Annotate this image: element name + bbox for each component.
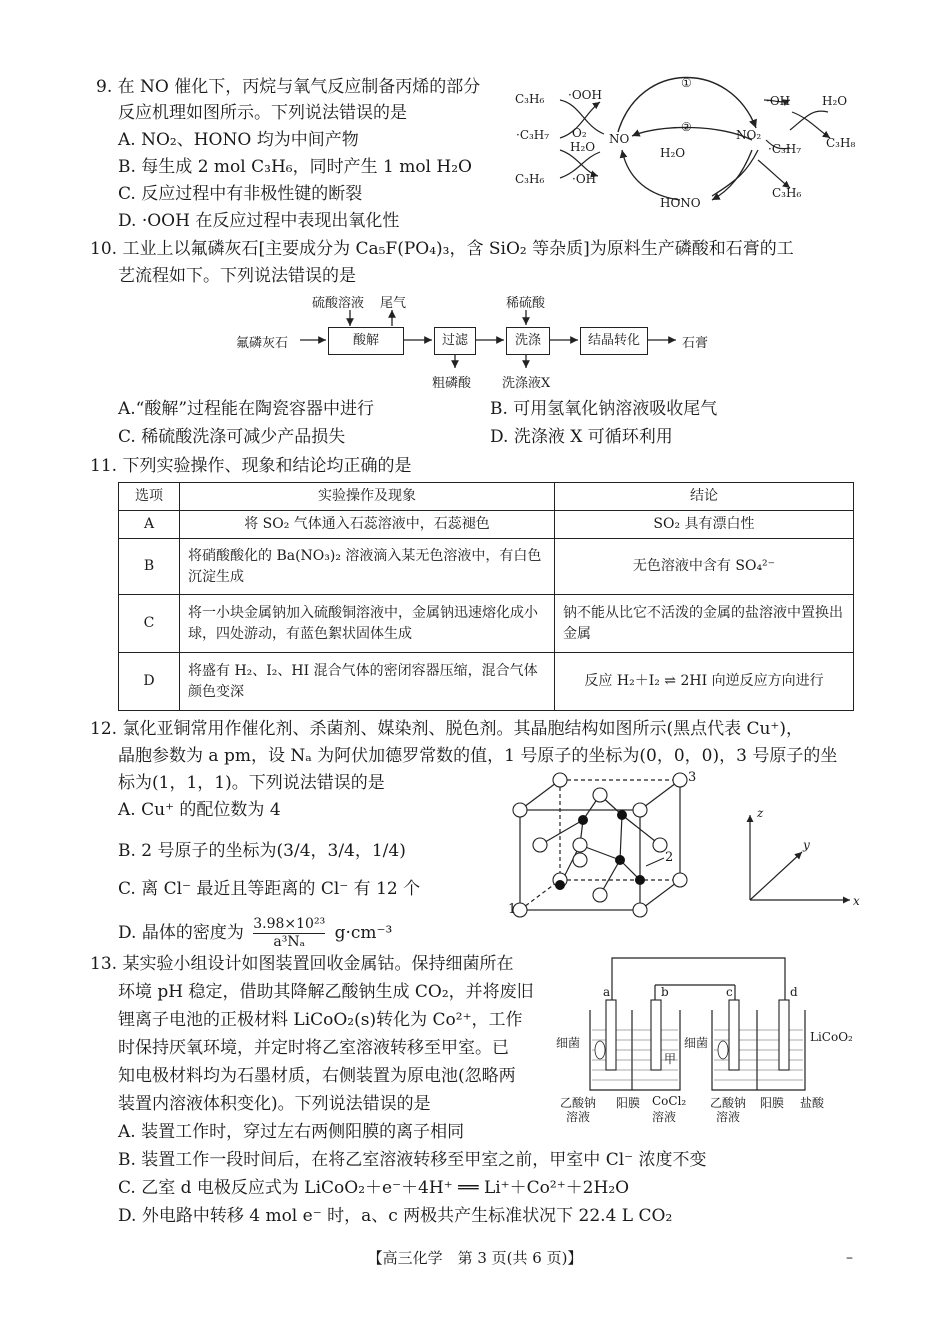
q12-density-numerator: 3.98×10²³	[253, 916, 326, 932]
q11-row-d-option: D	[119, 653, 180, 711]
q11-row-c-operation: 将一小块金属钠加入硫酸铜溶液中，金属钠迅速熔化成小球，四处游动，有蓝色絮状固体生成	[180, 595, 555, 653]
q12-option-c: C. 离 Cl⁻ 最近且等距离的 Cl⁻ 有 12 个	[118, 879, 421, 899]
q10-option-a: A.“酸解”过程能在陶瓷容器中进行	[118, 399, 375, 419]
q13-stem-line2: 环境 pH 稳定，借助其降解乙酸钠生成 CO₂，并将废旧	[118, 982, 534, 1002]
q9-option-b: B. 每生成 2 mol C₃H₆，同时产生 1 mol H₂O	[118, 157, 472, 177]
q9-stem-line1: 9. 在 NO 催化下，丙烷与氧气反应制备丙烯的部分	[96, 77, 481, 97]
q13-label-d: d	[790, 985, 798, 999]
q13-stem-line3: 锂离子电池的正极材料 LiCoO₂(s)转化为 Co²⁺，工作	[118, 1010, 523, 1030]
q12-option-d-prefix: D. 晶体的密度为	[118, 923, 244, 943]
q10-flow-product: 石膏	[682, 336, 709, 351]
q9-label-ooh: ·OOH	[568, 88, 602, 102]
q13-label-b: b	[661, 985, 669, 999]
q13-option-c: C. 乙室 d 电极反应式为 LiCoO₂＋e⁻＋4H⁺ ══ Li⁺＋Co²⁺＋2H₂O	[118, 1178, 630, 1198]
q13-stem-line6: 装置内溶液体积变化)。下列说法错误的是	[118, 1094, 431, 1114]
q12-label-atom3: 3	[688, 770, 697, 785]
q12-label-atom1: 1	[508, 902, 517, 917]
q12-density-denominator: a³Nₐ	[273, 934, 306, 950]
q13-label-bacteria-right: 细菌	[684, 1036, 709, 1050]
q11-row-c-conclusion: 钠不能从比它不活泼的金属的盐溶液中置换出金属	[555, 595, 854, 653]
q9-label-no: NO	[609, 132, 630, 146]
q9-label-h2o-mid: H₂O	[660, 146, 686, 160]
q13-label-naac-right-1: 乙酸钠	[710, 1096, 747, 1110]
q12-axis-y: y	[803, 838, 810, 852]
q10-option-b: B. 可用氢氧化钠溶液吸收尾气	[490, 399, 718, 419]
corner-mark: –	[846, 1250, 853, 1266]
q9-label-step1: ①	[681, 76, 692, 90]
q11-row-c-option: C	[119, 595, 180, 653]
q13-option-b: B. 装置工作一段时间后，在将乙室溶液转移至甲室之前，甲室中 Cl⁻ 浓度不变	[118, 1150, 707, 1170]
q9-label-c3h7: ·C₃H₇	[516, 128, 550, 142]
q11-header-option: 选项	[119, 483, 180, 511]
q12-density-unit: g·cm⁻³	[334, 923, 393, 943]
q13-option-a: A. 装置工作时，穿过左右两侧阳膜的离子相同	[118, 1122, 465, 1142]
q13-stem-line1: 13. 某实验小组设计如图装置回收金属钴。保持细菌所在	[90, 954, 514, 974]
q9-label-h2o-right: H₂O	[822, 94, 848, 108]
q9-option-a: A. NO₂、HONO 均为中间产物	[118, 130, 359, 150]
q11-row-a-operation: 将 SO₂ 气体通入石蕊溶液中，石蕊褪色	[180, 511, 555, 539]
q11-row-d-operation: 将盛有 H₂、I₂、HI 混合气体的密闭容器压缩，混合气体颜色变深	[180, 653, 555, 711]
q12-stem-line3: 标为(1，1，1)。下列说法错误的是	[118, 773, 385, 793]
page-footer: 【高三化学 第 3 页(共 6 页)】	[367, 1249, 583, 1267]
q9-label-no2: NO₂	[736, 128, 762, 142]
q9-label-oh-right: ·OH	[766, 94, 791, 108]
q13-label-cocl2-1: CoCl₂	[652, 1094, 687, 1108]
q11-header-operation: 实验操作及现象	[180, 483, 555, 511]
q13-label-hcl: 盐酸	[800, 1096, 825, 1110]
q12-option-b: B. 2 号原子的坐标为(3/4，3/4，1/4)	[118, 841, 406, 861]
q12-axis-z: z	[757, 806, 764, 820]
q13-label-a: a	[603, 985, 611, 999]
q10-flow-dilute-acid: 稀硫酸	[506, 296, 546, 311]
q9-label-c3h7-right: ·C₃H₇	[768, 142, 802, 156]
q10-flow-wash-x: 洗涤液X	[502, 376, 551, 391]
q11-row-a-conclusion: SO₂ 具有漂白性	[555, 511, 854, 539]
q9-label-c3h6-right: C₃H₆	[772, 186, 802, 200]
q12-label-atom2: 2	[665, 850, 674, 865]
q11-row-b-conclusion: 无色溶液中含有 SO₄²⁻	[555, 539, 854, 595]
q10-flow-crude-acid: 粗磷酸	[432, 376, 472, 391]
q9-label-oh-left: ·OH	[572, 172, 597, 186]
q11-header-conclusion: 结论	[555, 483, 854, 511]
q13-label-jia: 甲	[664, 1052, 677, 1066]
q12-stem-line1: 12. 氯化亚铜常用作催化剂、杀菌剂、媒染剂、脱色剂。其晶胞结构如图所示(黑点代表 Cu⁺)，	[90, 719, 804, 739]
q13-label-licoo2: LiCoO₂	[810, 1030, 853, 1044]
q9-option-d: D. ·OOH 在反应过程中表现出氧化性	[118, 211, 400, 231]
q11-stem: 11. 下列实验操作、现象和结论均正确的是	[90, 456, 412, 476]
q10-flow-step-crystal: 结晶转化	[580, 327, 648, 355]
q9-label-c3h8: C₃H₈	[826, 136, 856, 150]
q9-label-step2: ②	[681, 120, 692, 134]
q10-option-d: D. 洗涤液 X 可循环利用	[490, 427, 673, 447]
q12-stem-line2: 晶胞参数为 a pm，设 Nₐ 为阿伏加德罗常数的值，1 号原子的坐标为(0，0，0)，3 号原子的坐	[118, 746, 838, 766]
q13-label-cocl2-2: 溶液	[652, 1110, 677, 1124]
q10-option-c: C. 稀硫酸洗涤可减少产品损失	[118, 427, 346, 447]
q9-stem-line2: 反应机理如图所示。下列说法错误的是	[118, 103, 407, 123]
q13-label-naac-right-2: 溶液	[716, 1110, 741, 1124]
q10-flow-raw: 氟磷灰石	[236, 336, 289, 351]
q10-stem-line1: 10. 工业上以氟磷灰石[主要成分为 Ca₅F(PO₄)₃，含 SiO₂ 等杂质]为原料生产磷酸和石膏的工	[90, 239, 794, 259]
q10-flow-acid-in: 硫酸溶液	[312, 296, 365, 311]
q13-label-naac-left-1: 乙酸钠	[560, 1096, 597, 1110]
q12-axis-x: x	[853, 894, 860, 908]
q11-row-d-conclusion: 反应 H₂＋I₂ ⇌ 2HI 向逆反应方向进行	[555, 653, 854, 711]
q12-option-a: A. Cu⁺ 的配位数为 4	[118, 800, 281, 820]
q10-flow-step-wash: 洗涤	[506, 327, 550, 355]
q11-row-b-option: B	[119, 539, 180, 595]
q9-label-o2: O₂	[572, 126, 587, 140]
q13-label-membrane-left: 阳膜	[616, 1096, 641, 1110]
q13-label-bacteria-left: 细菌	[556, 1036, 581, 1050]
q9-option-c: C. 反应过程中有非极性键的断裂	[118, 184, 363, 204]
q11-row-b-operation: 将硝酸酸化的 Ba(NO₃)₂ 溶液滴入某无色溶液中，有白色沉淀生成	[180, 539, 555, 595]
q13-option-d: D. 外电路中转移 4 mol e⁻ 时，a、c 两极共产生标准状况下 22.4 L CO₂	[118, 1206, 673, 1226]
q10-stem-line2: 艺流程如下。下列说法错误的是	[118, 266, 356, 286]
q10-flow-step-acidolysis: 酸解	[328, 327, 404, 355]
q9-label-h2o-left: H₂O	[570, 140, 596, 154]
q9-label-hono: HONO	[660, 196, 701, 210]
q13-label-membrane-right: 阳膜	[760, 1096, 785, 1110]
q10-flow-tail-gas: 尾气	[380, 296, 407, 311]
q13-label-c: c	[726, 985, 733, 999]
q9-label-c3h6-bottom: C₃H₆	[515, 172, 545, 186]
q10-flow-step-filter: 过滤	[434, 327, 476, 355]
q13-stem-line5: 知电极材料均为石墨材质，右侧装置为原电池(忽略两	[118, 1066, 516, 1086]
q9-label-c3h6-top: C₃H₆	[515, 92, 545, 106]
q13-stem-line4: 时保持厌氧环境，并定时将乙室溶液转移至甲室。已	[118, 1038, 509, 1058]
q11-row-a-option: A	[119, 511, 180, 539]
q13-label-naac-left-2: 溶液	[566, 1110, 591, 1124]
